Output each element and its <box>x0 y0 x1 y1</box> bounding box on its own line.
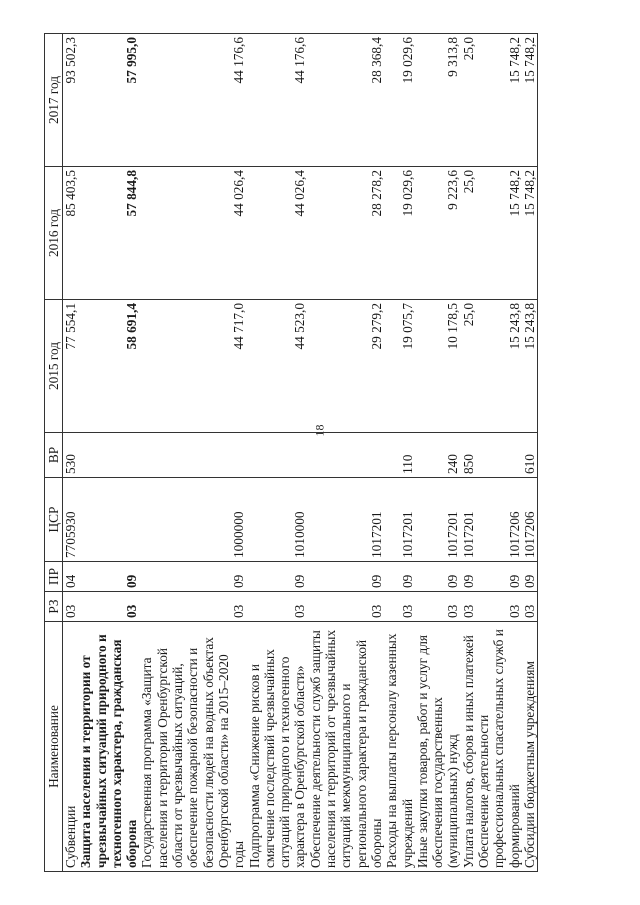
row-2017: 44 176,6 <box>247 34 308 167</box>
table-row <box>415 34 461 872</box>
row-vr <box>308 433 384 478</box>
row-rz: 03 <box>415 592 461 622</box>
row-pr: 09 <box>78 562 139 592</box>
header-vr: ВР <box>45 433 63 478</box>
row-2016: 44 026,4 <box>247 167 308 300</box>
row-pr: 09 <box>476 562 522 592</box>
table-row <box>78 34 139 872</box>
row-2015: 19 075,7 <box>384 300 415 433</box>
table-row <box>308 34 384 872</box>
header-2015: 2015 год <box>45 300 63 433</box>
row-rz: 03 <box>139 592 246 622</box>
row-name: Субвенции <box>63 622 79 872</box>
row-name: Субсидии бюджетным учреждениям <box>522 622 538 872</box>
row-name: Уплата налогов, сборов и иных платежей <box>461 622 476 872</box>
table-row <box>384 34 415 872</box>
row-rz: 03 <box>522 592 538 622</box>
row-csr: 1010000 <box>247 478 308 562</box>
header-rz: РЗ <box>45 592 63 622</box>
row-2017: 15 748,2 <box>522 34 538 167</box>
row-2016: 57 844,8 <box>78 167 139 300</box>
row-2017: 28 368,4 <box>308 34 384 167</box>
row-2017: 93 502,3 <box>63 34 79 167</box>
row-vr <box>78 433 139 478</box>
row-name: Иные закупки товаров, работ и услуг для обеспечения государственных (муниципальных) нужд <box>415 622 461 872</box>
row-2015: 77 554,1 <box>63 300 79 433</box>
row-name: Расходы на выплаты персоналу казенных учреждений <box>384 622 415 872</box>
row-2017: 44 176,6 <box>139 34 246 167</box>
row-2016: 28 278,2 <box>308 167 384 300</box>
row-pr: 09 <box>384 562 415 592</box>
header-name: Наименование <box>45 622 63 872</box>
row-2016: 25,0 <box>461 167 476 300</box>
row-rz: 03 <box>63 592 79 622</box>
row-pr: 09 <box>522 562 538 592</box>
table-row <box>63 34 79 872</box>
row-pr: 09 <box>139 562 246 592</box>
row-csr <box>78 478 139 562</box>
row-vr <box>139 433 246 478</box>
row-2015: 58 691,4 <box>78 300 139 433</box>
budget-table <box>44 33 538 872</box>
row-vr <box>247 433 308 478</box>
row-csr: 1017201 <box>461 478 476 562</box>
row-2016: 15 748,2 <box>522 167 538 300</box>
row-vr: 610 <box>522 433 538 478</box>
row-vr: 110 <box>384 433 415 478</box>
row-pr: 09 <box>308 562 384 592</box>
page-number: 18 <box>312 424 327 437</box>
row-pr: 09 <box>415 562 461 592</box>
header-row <box>45 34 63 872</box>
row-name: Подпрограмма «Снижение рисков и смягчение последствий чрезвычайных ситуаций природного и техногенного характера в Оренбургской области» <box>247 622 308 872</box>
row-rz: 03 <box>384 592 415 622</box>
row-2016: 9 223,6 <box>415 167 461 300</box>
row-2017: 9 313,8 <box>415 34 461 167</box>
header-2017: 2017 год <box>45 34 63 167</box>
row-2017: 19 029,6 <box>384 34 415 167</box>
row-2015: 44 717,0 <box>139 300 246 433</box>
row-2016: 44 026,4 <box>139 167 246 300</box>
row-2016: 19 029,6 <box>384 167 415 300</box>
row-vr: 240 <box>415 433 461 478</box>
row-csr: 1000000 <box>139 478 246 562</box>
row-name: Защита населения и территории от чрезвычайных ситуаций природного и техногенного характера, гражданская оборона <box>78 622 139 872</box>
header-2016: 2016 год <box>45 167 63 300</box>
row-2016: 85 403,5 <box>63 167 79 300</box>
row-vr: 850 <box>461 433 476 478</box>
row-pr: 09 <box>461 562 476 592</box>
row-2015: 15 243,8 <box>476 300 522 433</box>
row-rz: 03 <box>461 592 476 622</box>
table-row <box>247 34 308 872</box>
row-name: Обеспечение деятельности профессиональных спасательных служб и формирований <box>476 622 522 872</box>
row-csr: 1017201 <box>415 478 461 562</box>
header-csr: ЦСР <box>45 478 63 562</box>
row-csr: 1017201 <box>308 478 384 562</box>
row-name: Обеспечение деятельности служб защиты населения и территорий от чрезвычайных ситуаций межмуниципального и регионального характера и гражданской обороны <box>308 622 384 872</box>
table-row <box>139 34 246 872</box>
row-pr: 04 <box>63 562 79 592</box>
row-2015: 15 243,8 <box>522 300 538 433</box>
row-2015: 25,0 <box>461 300 476 433</box>
rotated-table-container <box>44 34 592 872</box>
header-pr: ПР <box>45 562 63 592</box>
row-2017: 15 748,2 <box>476 34 522 167</box>
table-row <box>461 34 476 872</box>
row-2015: 29 279,2 <box>308 300 384 433</box>
table-row <box>476 34 522 872</box>
row-2015: 10 178,5 <box>415 300 461 433</box>
row-2017: 25,0 <box>461 34 476 167</box>
row-csr: 1017206 <box>522 478 538 562</box>
row-2015: 44 523,0 <box>247 300 308 433</box>
table-row <box>522 34 538 872</box>
row-rz: 03 <box>476 592 522 622</box>
row-vr <box>476 433 522 478</box>
row-name: Государственная программа «Защита населения и территории Оренбургской области от чрезвычайных ситуаций, обеспечение пожарной безопасности и безопасности людей на водных объектах Оренбургской области» на 2015–2020 годы <box>139 622 246 872</box>
row-csr: 7705930 <box>63 478 79 562</box>
row-pr: 09 <box>247 562 308 592</box>
row-2017: 57 995,0 <box>78 34 139 167</box>
row-rz: 03 <box>78 592 139 622</box>
row-rz: 03 <box>308 592 384 622</box>
row-csr: 1017206 <box>476 478 522 562</box>
row-vr: 530 <box>63 433 79 478</box>
row-rz: 03 <box>247 592 308 622</box>
row-2016: 15 748,2 <box>476 167 522 300</box>
row-csr: 1017201 <box>384 478 415 562</box>
